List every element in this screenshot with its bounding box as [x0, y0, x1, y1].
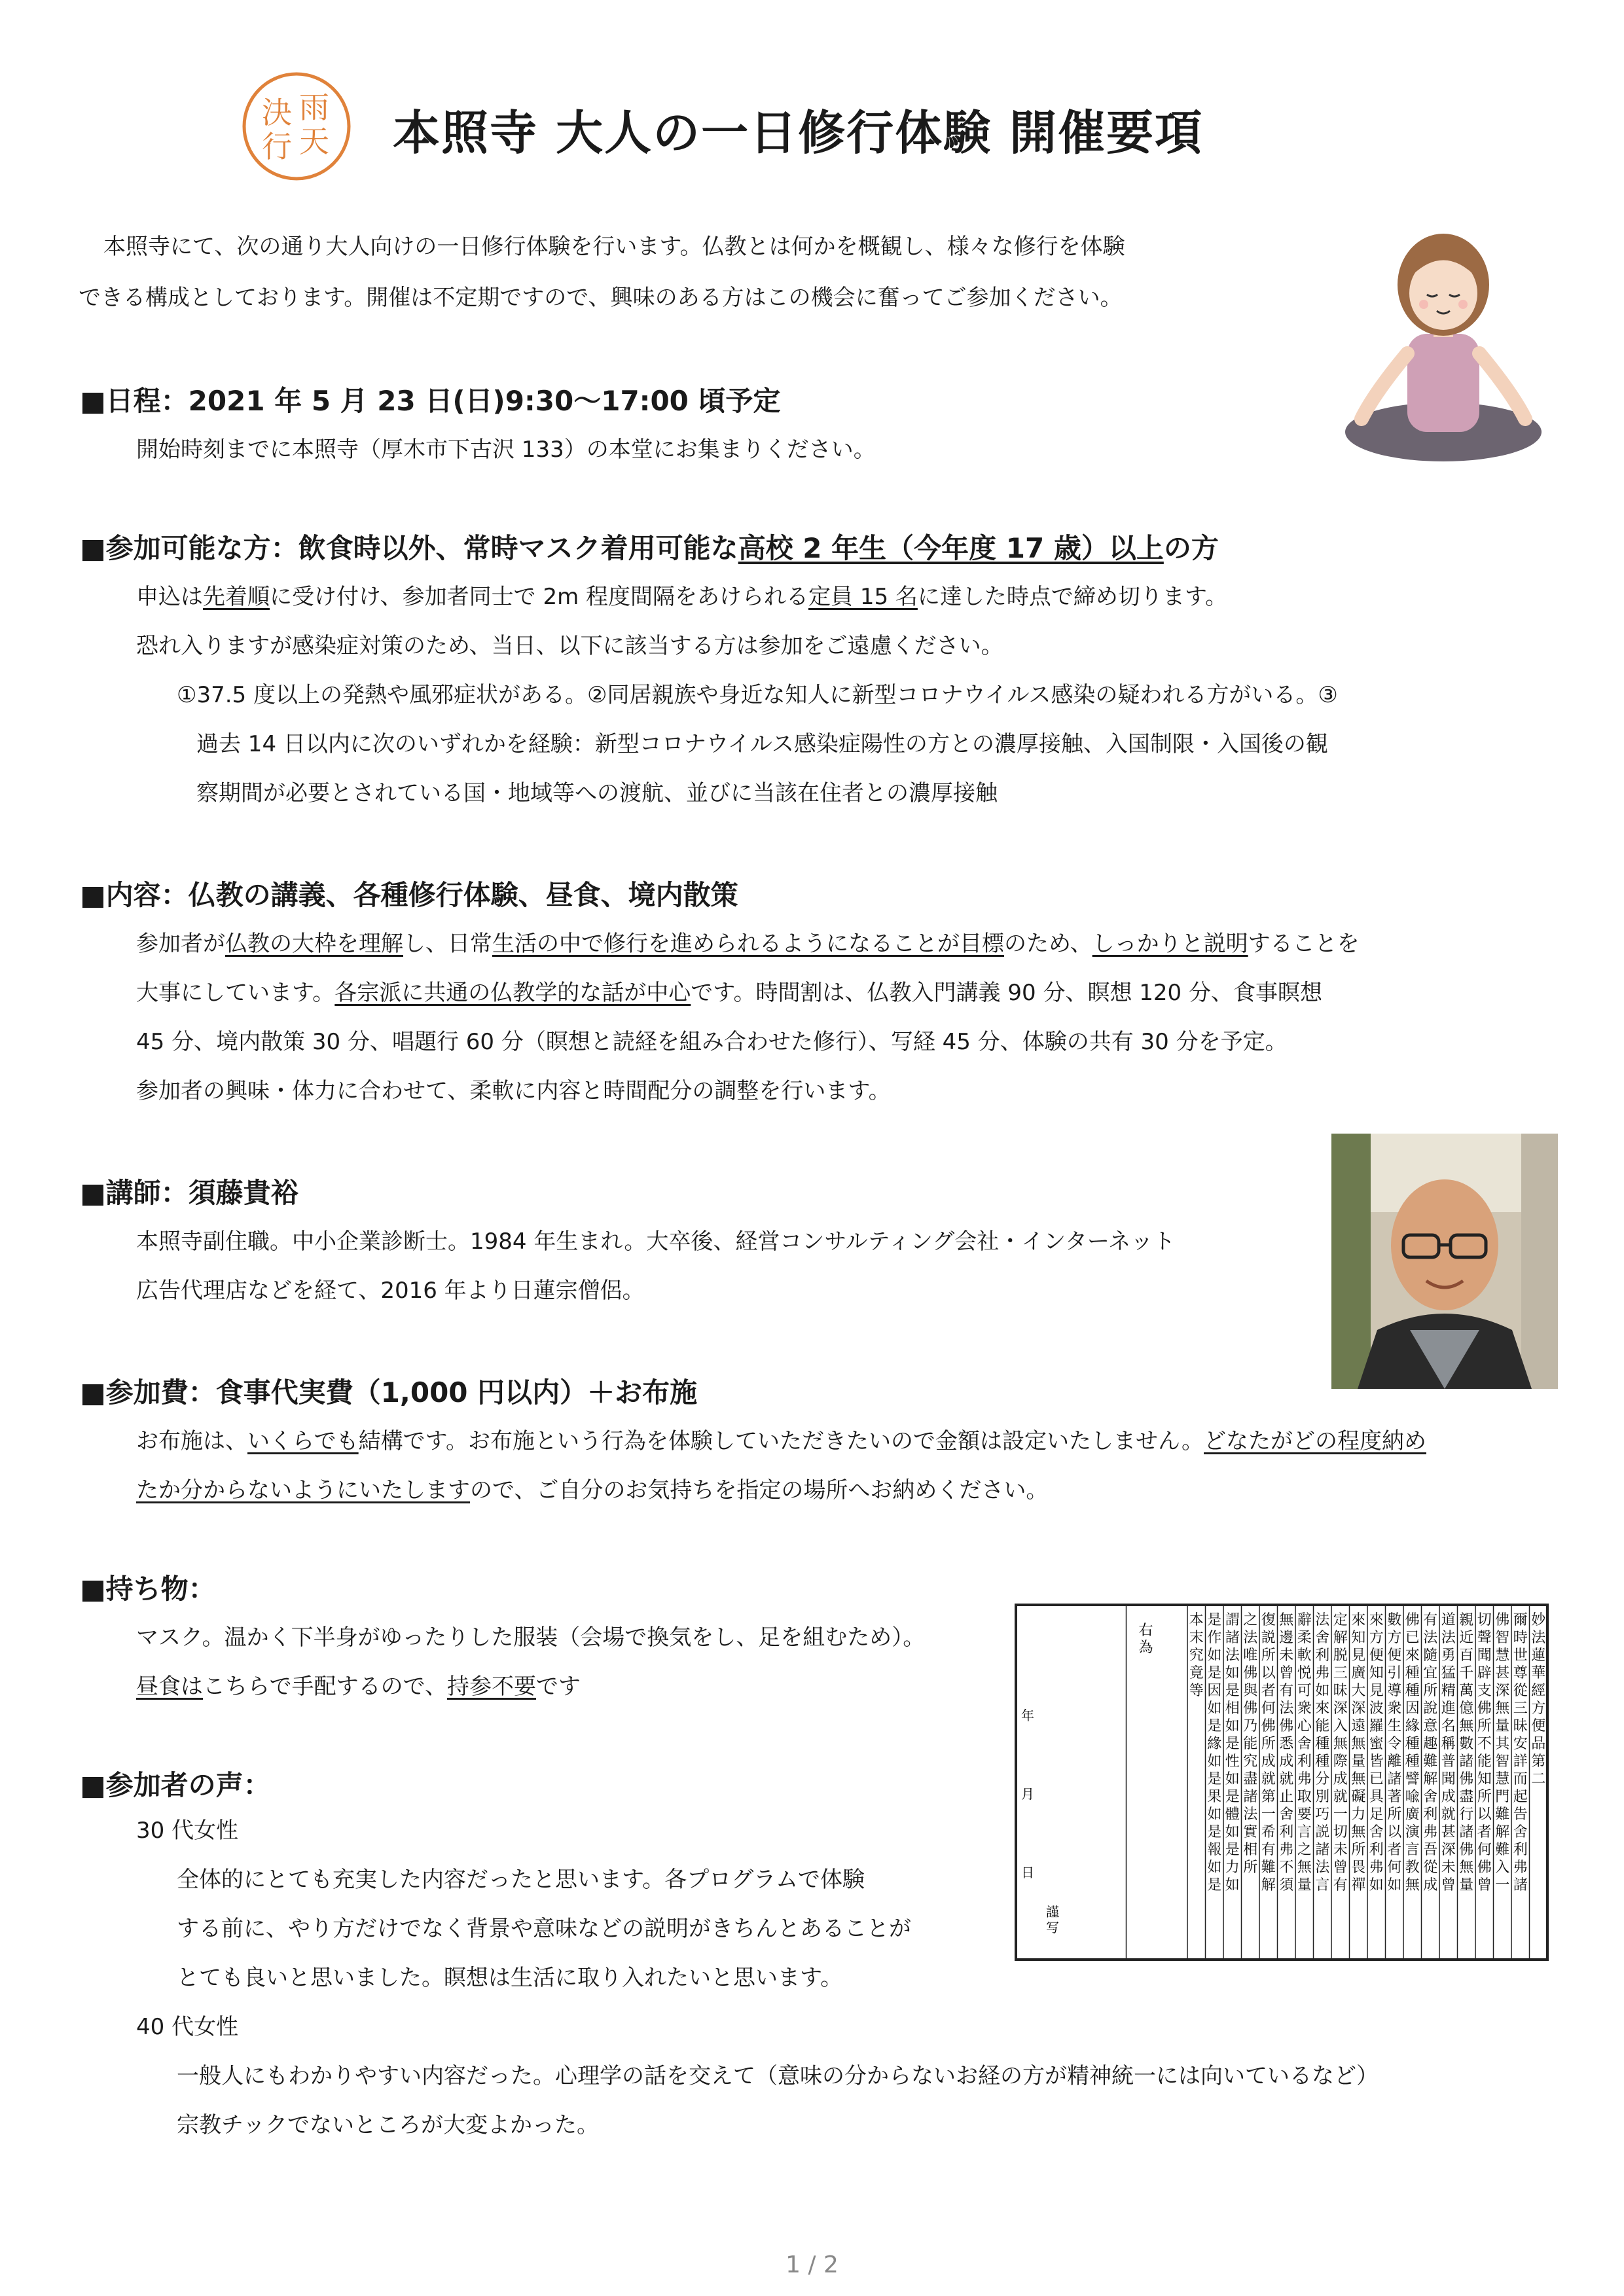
text-span: に受け付け、参加者同士で 2m 程度間隔をあけられる	[270, 584, 809, 610]
voices-heading: ■参加者の声：	[80, 1769, 271, 1801]
emphasis-text: たか分からないようにいたします	[136, 1477, 470, 1503]
instructor-photo	[1331, 1134, 1558, 1389]
emphasis-text: しっかりと説明	[1092, 931, 1248, 957]
text-span: です	[535, 1674, 581, 1700]
voice-text: 全体的にとても充実した内容だったと思います。各プログラムで体験	[177, 1867, 865, 1893]
kesshu-stamp	[241, 71, 352, 182]
text-span: です。時間割は、仏教入門講義 90 分、瞑想 120 分、食事瞑想	[691, 980, 1322, 1006]
sutra-column: 法舍利弗如來能種種分別巧説諸法言	[1315, 1612, 1330, 1893]
sutra-column: 是作如是因如是緣如是果如是報如是	[1207, 1612, 1222, 1893]
fee-line	[136, 1417, 1426, 1466]
emphasis-text: 生活の中で修行を進められるようになることが目標	[492, 931, 1004, 957]
sutra-column: 辭柔軟悦可衆心舍利弗取要言之無量	[1297, 1612, 1312, 1893]
emphasis-text: 昼食は	[136, 1674, 203, 1700]
content-line	[136, 920, 1360, 969]
text-span: し、日常	[403, 931, 492, 957]
sutra-date-label: 月	[1021, 1786, 1034, 1802]
sutra-column: 之法唯佛與佛乃能究盡諸法實相所	[1243, 1612, 1258, 1876]
text-span: 結構です。お布施という行為を体験していただきたいので金額は設定いたしません。	[358, 1428, 1204, 1454]
stamp-char: 行	[262, 129, 292, 164]
intro-line: 本照寺にて、次の通り大人向けの一日修行体験を行います。仏教とは何かを概観し、様々な修行を体験	[103, 234, 1125, 260]
instructor-bio: 広告代理店などを経て、2016 年より日蓮宗僧侶。	[136, 1278, 645, 1304]
sutra-column: 本末究竟等	[1189, 1612, 1204, 1699]
content-line: 参加者の興味・体力に合わせて、柔軟に内容と時間配分の調整を行います。	[136, 1078, 891, 1104]
instructor-bio: 本照寺副住職。中小企業診断士。1984 年生まれ。大卒後、経営コンサルティング会社・インターネット	[136, 1229, 1176, 1255]
text-span: 大事にしています。	[136, 980, 335, 1006]
exclusion-item: 過去 14 日以内に次のいずれかを経験：新型コロナウイルス感染症陽性の方との濃厚接触、入国制限・入国後の観	[196, 731, 1328, 757]
content-line: 45 分、境内散策 30 分、唱題行 60 分（瞑想と読経を組み合わせた修行）、写経 45 分、体験の共有 30 分を予定。	[136, 1029, 1288, 1055]
exclusion-item: 察期間が必要とされている国・地域等への渡航、並びに当該在住者との濃厚接触	[196, 780, 998, 806]
sutra-column: 來知見廣大深遠無量無礙力無所畏禪	[1351, 1612, 1366, 1893]
stamp-char: 雨	[299, 90, 329, 125]
voice-text: とても良いと思いました。瞑想は生活に取り入れたいと思います。	[177, 1965, 843, 1991]
schedule-heading: ■日程：2021 年 5 月 23 日(日)9:30～17:00 頃予定	[80, 385, 781, 417]
text-span: こちらで手配するので、	[203, 1674, 447, 1700]
voice-label: 30 代女性	[136, 1818, 239, 1844]
stamp-char: 天	[299, 124, 329, 159]
belongings-line	[136, 1662, 581, 1712]
text-span: 参加者が	[136, 931, 225, 957]
intro-line: できる構成としております。開催は不定期ですので、興味のある方はこの機会に奮ってご参加ください。	[79, 285, 1123, 311]
sutra-column: 佛已來種種因緣種種譬喩廣演言教無	[1405, 1612, 1420, 1893]
text-span: 申込は	[136, 584, 203, 610]
sutra-column: 切聲聞辟支佛所不能知所以者何佛曾	[1477, 1612, 1492, 1893]
eligibility-heading	[80, 527, 1219, 566]
text-span: ので、ご自分のお気持ちを指定の場所へお納めください。	[470, 1477, 1049, 1503]
eligibility-heading-pre: ■参加可能な方：飲食時以外、常時マスク着用可能な	[80, 532, 738, 564]
eligibility-line	[136, 573, 1227, 622]
exclusion-item: ①37.5 度以上の発熱や風邪症状がある。②同居親族や身近な知人に新型コロナウイルス感染の疑われる方がいる。③	[177, 682, 1338, 708]
sutra-column: 定解脱三昧深入無際成就一切未曾有	[1333, 1612, 1348, 1893]
content-line	[136, 969, 1322, 1018]
emphasis-text: 仏教の大枠を理解	[225, 931, 403, 957]
emphasis-text: 持参不要	[446, 1674, 536, 1700]
belongings-heading: ■持ち物：	[80, 1573, 216, 1605]
belongings-line: マスク。温かく下半身がゆったりした服装（会場で換気をし、足を組むため）。	[136, 1624, 926, 1651]
text-span: することを	[1248, 931, 1360, 957]
text-span: のため、	[1004, 931, 1092, 957]
emphasis-text: 各宗派に共通の仏教学的な話が中心	[334, 980, 691, 1006]
sutra-column: 復説所以者何佛所成就第一希有難解	[1261, 1612, 1276, 1893]
text-span: に達した時点で締め切ります。	[917, 584, 1228, 610]
eligibility-heading-post: の方	[1163, 532, 1219, 564]
schedule-detail: 開始時刻までに本照寺（厚木市下古沢 133）の本堂にお集まりください。	[136, 437, 876, 463]
sutra-column: 來方便知見波羅蜜皆已具足舍利弗如	[1369, 1612, 1384, 1893]
sutra-column: 無邊未曾有法佛悉成就止舍利弗不須	[1279, 1612, 1294, 1893]
sutra-copying-sheet	[1013, 1602, 1550, 1962]
text-span: お布施は、	[136, 1428, 247, 1454]
emphasis-text: どなたがどの程度納め	[1204, 1428, 1426, 1454]
capacity-text: 定員 15 名	[808, 584, 918, 610]
meditation-illustration	[1335, 223, 1551, 471]
voice-text: 宗教チックでないところが大変よかった。	[177, 2112, 599, 2138]
content-heading: ■内容：仏教の講義、各種修行体験、昼食、境内散策	[80, 879, 738, 911]
sutra-copy-label: 謹写	[1046, 1904, 1059, 1935]
sutra-column: 道法勇猛精進名稱普聞成就甚深未曾	[1441, 1612, 1456, 1893]
fee-heading: ■参加費：食事代実費（1,000 円以内）＋お布施	[80, 1376, 698, 1408]
sutra-column: 謂諸法如是相如是性如是體如是力如	[1225, 1612, 1240, 1893]
sutra-column: 爾時世尊從三昧安詳而起告舍利弗諸	[1513, 1612, 1528, 1893]
fee-line	[136, 1466, 1048, 1515]
page-title: 本照寺 大人の一日修行体験 開催要項	[393, 105, 1204, 160]
sutra-column: 數方便引導衆生令離諸著所以者何如	[1387, 1612, 1402, 1893]
sutra-column: 佛智慧甚深無量其智慧門難解難入一	[1495, 1612, 1510, 1893]
stamp-char: 決	[262, 95, 292, 130]
sutra-column: 妙法蓮華經方便品第二	[1531, 1612, 1546, 1787]
sutra-column: 有法隨宜所說意趣難解舍利弗吾從成	[1423, 1612, 1438, 1893]
voice-text: する前に、やり方だけでなく背景や意味などの説明がきちんとあることが	[177, 1916, 911, 1942]
eligibility-heading-age: 高校 2 年生（今年度 17 歳）以上	[738, 532, 1164, 564]
page-number: 1 / 2	[785, 2251, 839, 2278]
emphasis-text: いくらでも	[247, 1428, 359, 1454]
first-come-text: 先着順	[203, 584, 270, 610]
voice-label: 40 代女性	[136, 2014, 239, 2040]
eligibility-line: 恐れ入りますが感染症対策のため、当日、以下に該当する方は参加をご遠慮ください。	[136, 633, 1003, 659]
sutra-date-label: 日	[1021, 1865, 1034, 1880]
sutra-column: 親近百千萬億無數諸佛盡行諸佛無量	[1459, 1612, 1474, 1893]
sutra-dedication-label: 右為	[1138, 1623, 1153, 1656]
sutra-date-label: 年	[1021, 1708, 1034, 1723]
instructor-heading: ■講師：須藤貴裕	[80, 1177, 298, 1209]
voice-text: 一般人にもわかりやすい内容だった。心理学の話を交えて（意味の分からないお経の方が精神統一には向いているなど）	[177, 2063, 1379, 2089]
